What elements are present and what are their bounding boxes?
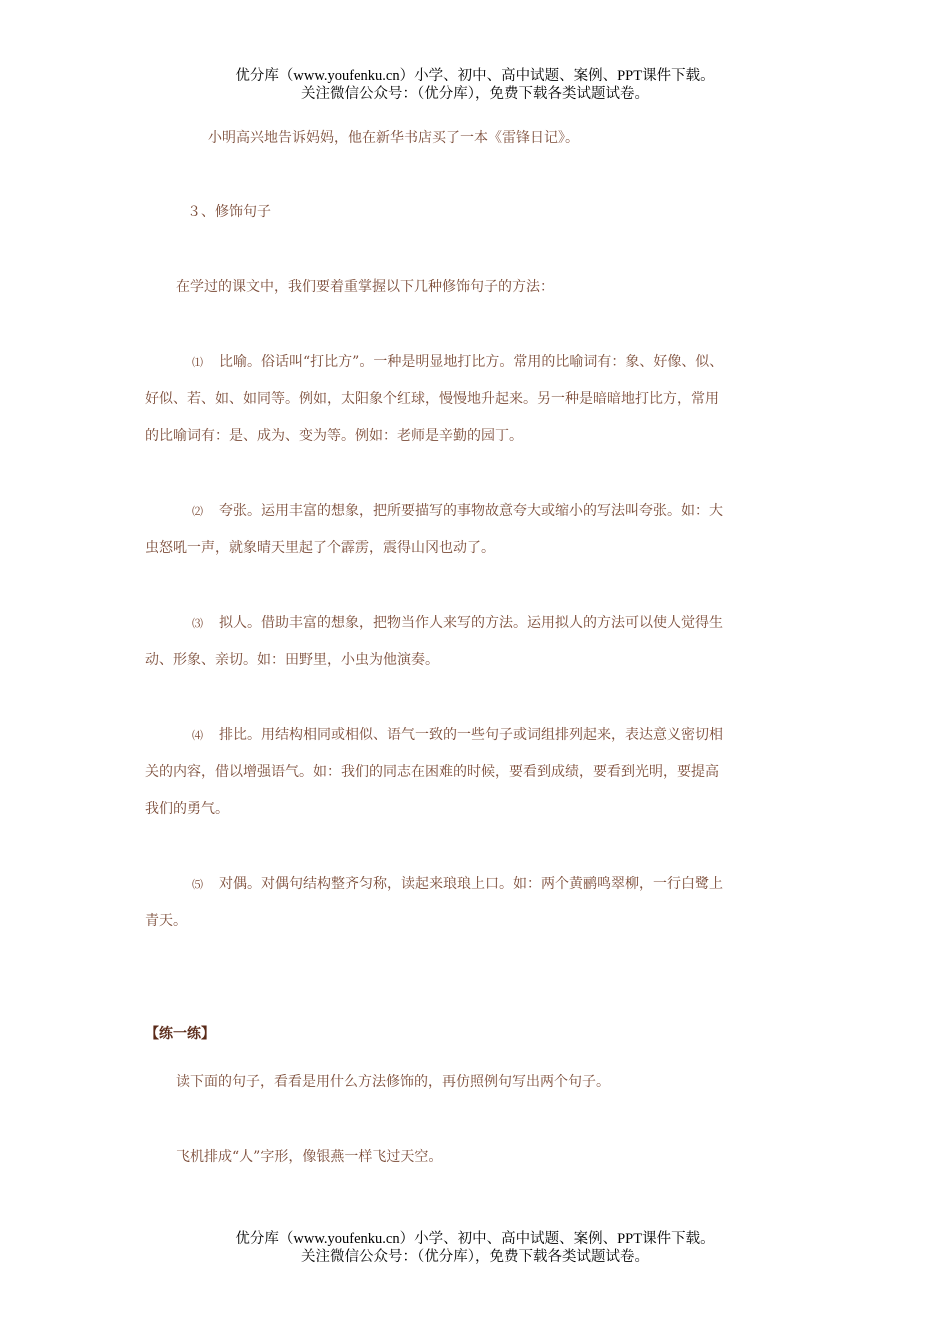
list-item-4-line-3: 我们的勇气。 xyxy=(145,801,229,817)
list-item-5-line-1: ⑸ 对偶。对偶句结构整齐匀称，读起来琅琅上口。如：两个黄鹂鸣翠柳，一行白鹭上 xyxy=(192,876,723,892)
section-title: ３、修饰句子 xyxy=(187,204,271,220)
intro-paragraph: 在学过的课文中，我们要着重掌握以下几种修饰句子的方法： xyxy=(176,279,554,295)
list-item-4-number: ⑷ xyxy=(192,729,203,742)
footer-line-1: 优分库（www.youfenku.cn）小学、初中、高中试题、案例、PPT课件下载。 xyxy=(235,1231,715,1247)
list-item-4-line-2: 关的内容，借以增强语气。如：我们的同志在困难的时候，要看到成绩，要看到光明，要提高 xyxy=(145,764,719,780)
list-item-1-line-1: ⑴ 比喻。俗话叫“打比方”。一种是明显地打比方。常用的比喻词有：象、好像、似、 xyxy=(192,354,724,370)
list-item-1-line-2: 好似、若、如、如同等。例如，太阳象个红球，慢慢地升起来。另一种是暗暗地打比方，常用 xyxy=(145,391,719,407)
list-item-3-line-1: ⑶ 拟人。借助丰富的想象，把物当作人来写的方法。运用拟人的方法可以使人觉得生 xyxy=(192,615,723,631)
list-item-3-line-2: 动、形象、亲切。如：田野里，小虫为他演奏。 xyxy=(145,652,439,668)
practice-heading: 【练一练】 xyxy=(145,1026,215,1042)
header-line-2: 关注微信公众号：（优分库），免费下载各类试题试卷。 xyxy=(301,86,649,102)
practice-instruction: 读下面的句子，看看是用什么方法修饰的，再仿照例句写出两个句子。 xyxy=(176,1074,610,1090)
list-item-3-number: ⑶ xyxy=(192,617,203,630)
list-item-5-number: ⑸ xyxy=(192,878,203,891)
practice-sentence: 飞机排成“人”字形，像银燕一样飞过天空。 xyxy=(176,1149,443,1165)
list-item-2-line-1: ⑵ 夸张。运用丰富的想象，把所要描写的事物故意夸大或缩小的写法叫夸张。如：大 xyxy=(192,503,723,519)
header-line-1: 优分库（www.youfenku.cn）小学、初中、高中试题、案例、PPT课件下载。 xyxy=(235,68,715,84)
list-item-5-line-2: 青天。 xyxy=(145,913,187,929)
footer-line-2: 关注微信公众号：（优分库），免费下载各类试题试卷。 xyxy=(301,1249,649,1265)
list-item-1-line-3: 的比喻词有：是、成为、变为等。例如：老师是辛勤的园丁。 xyxy=(145,428,523,444)
list-item-4-line-1: ⑷ 排比。用结构相同或相似、语气一致的一些句子或词组排列起来，表达意义密切相 xyxy=(192,727,723,743)
example-sentence: 小明高兴地告诉妈妈，他在新华书店买了一本《雷锋日记》。 xyxy=(208,130,579,146)
list-item-2-line-2: 虫怒吼一声，就象晴天里起了个霹雳，震得山冈也动了。 xyxy=(145,540,495,556)
list-item-1-number: ⑴ xyxy=(192,356,203,369)
list-item-2-number: ⑵ xyxy=(192,505,203,518)
